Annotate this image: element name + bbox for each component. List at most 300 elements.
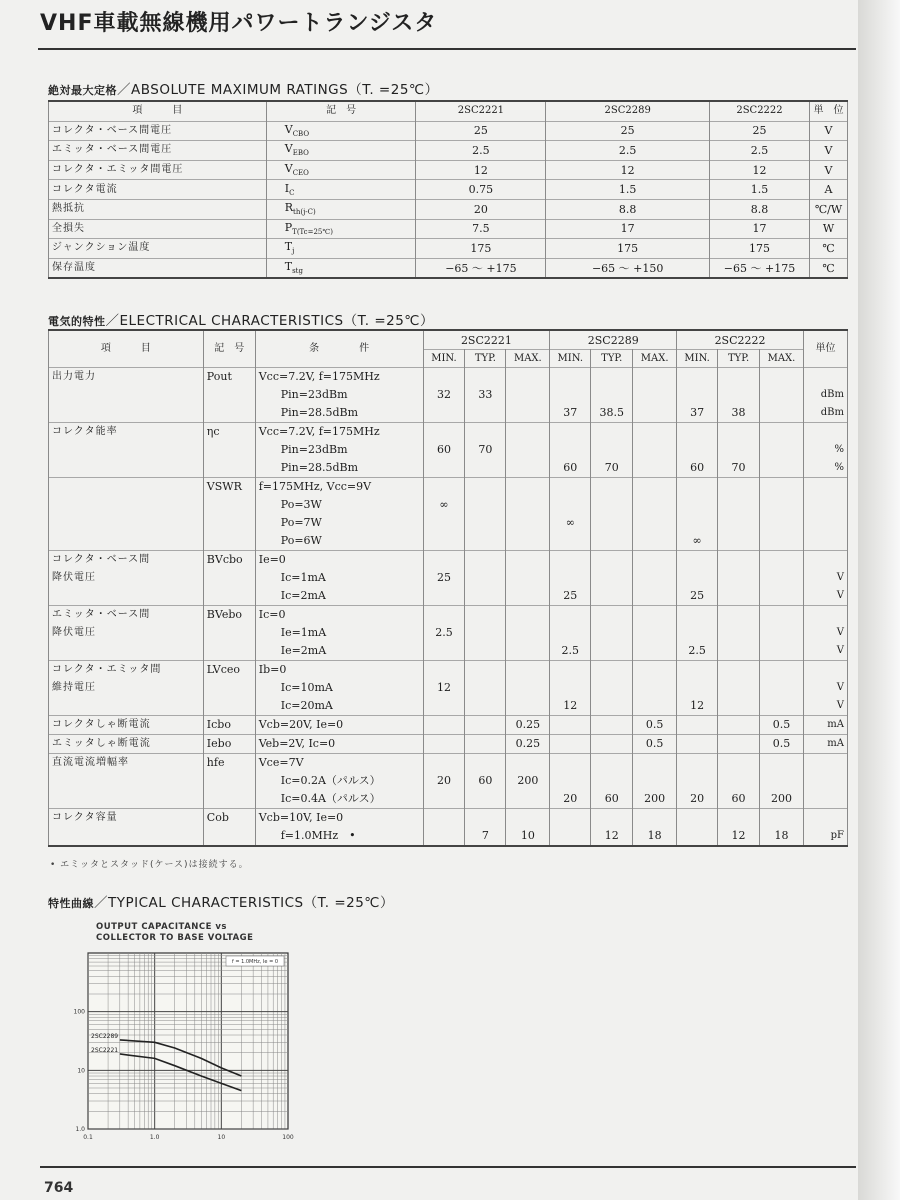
amr-title-en: ／ABSOLUTE MAXIMUM RATINGS（T. =25℃）	[117, 82, 439, 98]
elec-item	[49, 809, 204, 847]
elec-value	[550, 754, 591, 809]
elec-value-line	[680, 569, 714, 587]
elec-head-max: MAX.	[633, 350, 677, 368]
elec-value	[718, 423, 760, 478]
elec-value	[718, 368, 760, 423]
elec-value	[550, 735, 591, 754]
amr-head-unit: 単 位	[809, 101, 847, 121]
elec-value-line: 0.5	[645, 737, 664, 750]
elec-value-line	[553, 827, 587, 845]
elec-unit-line	[807, 772, 844, 790]
elec-value-line	[721, 532, 756, 550]
elec-value-line	[763, 404, 800, 422]
elec-item-line: コレクタ・ベース間	[52, 554, 151, 565]
elec-value-line: 7	[481, 829, 489, 842]
elec-value-line	[636, 624, 673, 642]
elec-value-line	[594, 441, 629, 459]
elec-value	[718, 716, 760, 735]
elec-value-line	[594, 624, 629, 642]
elec-value-line	[721, 551, 756, 569]
chart-grid	[88, 953, 288, 1129]
elec-value-line	[509, 478, 546, 496]
elec-condition-line: Po=3W	[280, 498, 322, 511]
amr-head-2sc2222: 2SC2222	[710, 101, 810, 121]
elec-value-line	[721, 386, 756, 404]
elec-value-line	[427, 606, 462, 624]
elec-value-line	[509, 679, 546, 697]
elec-value-line	[594, 772, 629, 790]
elec-value-line: 200	[644, 792, 666, 805]
elec-value	[506, 661, 550, 716]
elec-symbol	[203, 754, 255, 809]
amr-symbol-sub: th(j-C)	[293, 208, 316, 217]
elec-condition-line: Vcc=7.2V, f=175MHz	[258, 425, 380, 438]
elec-row	[49, 661, 848, 716]
elec-value-line	[680, 386, 714, 404]
elec-unit	[803, 754, 847, 809]
elec-value-line	[721, 697, 756, 715]
elec-symbol-text: hfe	[206, 756, 225, 769]
elec-value-line	[763, 661, 800, 679]
elec-value-line	[594, 532, 629, 550]
elec-value	[760, 716, 804, 735]
elec-symbol-text: BVebo	[206, 608, 242, 621]
elec-value-line	[427, 587, 462, 605]
elec-value-line: 70	[604, 461, 619, 474]
elec-item	[49, 716, 204, 735]
amr-head-2sc2221: 2SC2221	[416, 101, 546, 121]
elec-value-line: 25	[563, 589, 578, 602]
elec-value-line	[636, 809, 673, 827]
elec-value-line	[680, 716, 714, 734]
elec-value	[506, 735, 550, 754]
elec-value-line	[763, 386, 800, 404]
elec-unit-line	[807, 514, 844, 532]
elec-value	[506, 606, 550, 661]
elec-value	[677, 809, 718, 847]
elec-value-line	[468, 735, 502, 753]
elec-value	[423, 754, 465, 809]
elec-item-line: コレクタしゃ断電流	[52, 719, 151, 730]
elec-value-line: 60	[604, 792, 619, 805]
elec-header-row-1	[49, 330, 848, 350]
amr-item: ジャンクション温度	[49, 239, 267, 259]
elec-value-line	[468, 514, 502, 532]
amr-symbol-main: V	[284, 161, 293, 175]
elec-value-line: 70	[731, 461, 746, 474]
elec-value-line	[763, 496, 800, 514]
elec-unit-line	[807, 496, 844, 514]
amr-value: −65 〜 +175	[710, 258, 810, 278]
elec-value-line	[636, 772, 673, 790]
elec-value-line	[468, 569, 502, 587]
elec-item	[49, 661, 204, 716]
elec-value-line: 0.5	[772, 718, 791, 731]
elec-value-line	[427, 459, 462, 477]
elec-value	[677, 368, 718, 423]
amr-value: 2.5	[710, 141, 810, 161]
elec-value-line: ∞	[565, 516, 575, 529]
elec-value-line	[763, 624, 800, 642]
elec-value	[677, 423, 718, 478]
amr-value: 175	[546, 239, 710, 259]
elec-value-line	[553, 754, 587, 772]
elec-value	[718, 754, 760, 809]
amr-row	[49, 258, 848, 278]
amr-unit: V	[809, 121, 847, 141]
amr-row	[49, 199, 848, 219]
elec-condition-line: Ic=0.2A（パルス）	[280, 774, 381, 787]
elec-value	[506, 368, 550, 423]
elec-value-line	[594, 587, 629, 605]
elec-value	[550, 661, 591, 716]
elec-value-line	[594, 754, 629, 772]
elec-symbol	[203, 423, 255, 478]
amr-value: 12	[416, 160, 546, 180]
elec-value-line	[509, 532, 546, 550]
amr-symbol-sub: j	[292, 247, 295, 256]
elec-value-line	[763, 441, 800, 459]
elec-value-line	[763, 679, 800, 697]
elec-unit-line	[807, 754, 844, 772]
elec-value-line	[721, 368, 756, 386]
elec-value-line	[721, 514, 756, 532]
elec-value	[677, 606, 718, 661]
elec-value	[591, 754, 633, 809]
elec-value-line	[680, 496, 714, 514]
elec-value-line	[553, 809, 587, 827]
elec-value-line	[594, 496, 629, 514]
elec-unit-line: %	[834, 444, 844, 455]
elec-value-line	[427, 809, 462, 827]
elec-item-line	[52, 478, 200, 496]
elec-value-line: 60	[563, 461, 578, 474]
elec-value-line	[468, 587, 502, 605]
amr-symbol-sub: T(Tc=25℃)	[292, 227, 333, 236]
elec-value	[760, 606, 804, 661]
elec-unit	[803, 368, 847, 423]
elec-value-line	[721, 642, 756, 660]
elec-value-line	[680, 514, 714, 532]
amr-row	[49, 239, 848, 259]
elec-value-line: 60	[731, 792, 746, 805]
elec-value-line	[468, 754, 502, 772]
elec-item	[49, 735, 204, 754]
amr-symbol-sub: CEO	[292, 169, 309, 178]
amr-value: 2.5	[416, 141, 546, 161]
plot-frame	[88, 953, 288, 1129]
elec-value-line	[594, 386, 629, 404]
elec-value-line	[553, 386, 587, 404]
elec-row	[49, 606, 848, 661]
capacitance-chart	[48, 945, 308, 1165]
elec-unit-line: dBm	[820, 389, 844, 400]
page-edge-shadow	[858, 0, 900, 1200]
x-tick-label: 0.1	[83, 1134, 93, 1141]
elec-value-line	[468, 624, 502, 642]
elec-unit-line	[807, 809, 844, 827]
title-rule	[38, 48, 856, 50]
elec-unit	[803, 423, 847, 478]
elec-value	[591, 423, 633, 478]
elec-unit-line	[807, 478, 844, 496]
amr-item: 保存温度	[49, 258, 267, 278]
elec-value-line	[509, 459, 546, 477]
amr-row	[49, 121, 848, 141]
elec-item-line: エミッタ・ベース間	[52, 609, 151, 620]
elec-unit	[803, 716, 847, 735]
amr-row	[49, 141, 848, 161]
elec-value	[550, 423, 591, 478]
y-tick-label: 1.0	[75, 1126, 85, 1133]
elec-value-line	[468, 697, 502, 715]
elec-value	[760, 661, 804, 716]
elec-value	[423, 478, 465, 551]
elec-symbol	[203, 716, 255, 735]
elec-value-line	[509, 790, 546, 808]
elec-condition-line: f=1.0MHz •	[280, 829, 356, 842]
elec-value-line	[427, 642, 462, 660]
elec-value	[718, 606, 760, 661]
chart-title-line-1: OUTPUT CAPACITANCE vs	[96, 922, 227, 932]
elec-unit-line: mA	[827, 738, 844, 749]
elec-value	[591, 606, 633, 661]
elec-value-line	[636, 532, 673, 550]
elec-value-line	[553, 551, 587, 569]
elec-value-line	[509, 697, 546, 715]
elec-value-line: 12	[563, 699, 578, 712]
elec-condition-line: Ic=2mA	[280, 589, 326, 602]
elec-value-line	[763, 459, 800, 477]
elec-value-line	[721, 478, 756, 496]
elec-value-line	[468, 642, 502, 660]
elec-value-line	[427, 478, 462, 496]
elec-condition-line: Ie=1mA	[280, 626, 327, 639]
elec-value-line	[636, 441, 673, 459]
elec-symbol-text: BVcbo	[206, 553, 243, 566]
elec-value-line	[553, 735, 587, 753]
elec-unit-line	[807, 532, 844, 550]
elec-value-line	[468, 809, 502, 827]
elec-value	[677, 661, 718, 716]
elec-unit-line: V	[836, 590, 844, 601]
elec-value-line: 2.5	[561, 644, 580, 657]
elec-symbol	[203, 478, 255, 551]
elec-value-line	[721, 606, 756, 624]
elec-condition	[255, 423, 423, 478]
amr-symbol	[266, 160, 416, 180]
elec-value-line	[636, 551, 673, 569]
amr-symbol	[266, 239, 416, 259]
amr-symbol-main: V	[284, 122, 293, 136]
elec-symbol-text: LVceo	[206, 663, 241, 676]
bottom-rule	[40, 1166, 856, 1168]
elec-value-line	[636, 496, 673, 514]
elec-value	[423, 606, 465, 661]
elec-unit-line: %	[834, 462, 844, 473]
elec-value	[591, 735, 633, 754]
elec-value-line	[763, 551, 800, 569]
amr-symbol	[266, 219, 416, 239]
amr-value: 25	[416, 121, 546, 141]
elec-value-line	[509, 423, 546, 441]
elec-value	[591, 368, 633, 423]
elec-item-line: コレクタ能率	[52, 426, 118, 437]
elec-symbol	[203, 368, 255, 423]
elec-item-line: 維持電圧	[52, 682, 96, 693]
elec-value	[718, 551, 760, 606]
elec-condition	[255, 735, 423, 754]
elec-unit-line: dBm	[820, 407, 844, 418]
elec-value-line: 0.5	[645, 718, 664, 731]
elec-row	[49, 716, 848, 735]
elec-item-line: 直流電流増幅率	[52, 757, 129, 768]
elec-value-line	[594, 569, 629, 587]
elec-head-max: MAX.	[760, 350, 804, 368]
elec-condition-line: Pin=28.5dBm	[280, 406, 359, 419]
elec-value-line	[721, 679, 756, 697]
elec-value-line	[553, 368, 587, 386]
elec-value-line	[636, 404, 673, 422]
elec-symbol	[203, 661, 255, 716]
elec-item-line: エミッタしゃ断電流	[52, 738, 151, 749]
elec-value-line	[680, 809, 714, 827]
elec-value-line	[721, 661, 756, 679]
elec-value-line	[763, 772, 800, 790]
elec-value-line	[721, 809, 756, 827]
elec-symbol-text: Pout	[206, 370, 232, 383]
elec-value-line	[594, 697, 629, 715]
elec-value-line: 0.25	[515, 737, 541, 750]
elec-condition-line: Ie=2mA	[280, 644, 327, 657]
elec-value	[760, 423, 804, 478]
elec-value	[633, 423, 677, 478]
footnote: • エミッタとスタッド(ケース)は接続する。	[50, 860, 249, 870]
series-label: 2SC2221	[91, 1046, 119, 1054]
elec-value-line	[427, 790, 462, 808]
elec-value-line	[594, 716, 629, 734]
elec-value-line	[763, 642, 800, 660]
elec-condition-line: Ic=10mA	[280, 681, 333, 694]
amr-symbol-main: P	[284, 220, 293, 234]
elec-value-line	[636, 514, 673, 532]
elec-value-line	[763, 606, 800, 624]
elec-item-line: 出力電力	[52, 371, 96, 382]
elec-condition-line: Ic=20mA	[280, 699, 333, 712]
elec-value	[633, 478, 677, 551]
elec-condition-line: Pin=23dBm	[280, 443, 348, 456]
elec-value	[465, 809, 506, 847]
elec-value-line	[680, 478, 714, 496]
elec-value-line	[594, 423, 629, 441]
elec-value-line: 2.5	[688, 644, 706, 657]
elec-value-line	[721, 716, 756, 734]
elec-value-line: 25	[436, 571, 451, 584]
elec-value-line	[680, 735, 714, 753]
elec-value-line	[553, 716, 587, 734]
typical-section-title	[48, 891, 394, 911]
elec-value-line	[553, 624, 587, 642]
elec-value-line: 60	[690, 461, 705, 474]
amr-value: 12	[710, 160, 810, 180]
elec-value-line	[553, 478, 587, 496]
elec-value-line: 18	[647, 829, 662, 842]
elec-condition	[255, 809, 423, 847]
amr-value: 17	[710, 219, 810, 239]
elec-value-line: 0.25	[515, 718, 541, 731]
amr-value: 0.75	[416, 180, 546, 200]
elec-value	[633, 661, 677, 716]
elec-value	[506, 754, 550, 809]
elec-value-line: 12	[604, 829, 619, 842]
elec-value	[465, 754, 506, 809]
amr-symbol	[266, 258, 416, 278]
amr-head-symbol: 記 号	[266, 101, 416, 121]
typical-title-jp: 特性曲線	[48, 897, 94, 910]
elec-value	[591, 661, 633, 716]
elec-value-line	[594, 368, 629, 386]
elec-value	[423, 423, 465, 478]
page-title: VHF車載無線機用パワートランジスタ	[40, 11, 438, 36]
elec-value-line	[468, 679, 502, 697]
amr-symbol	[266, 180, 416, 200]
elec-value-line	[553, 772, 587, 790]
elec-value-line: 70	[478, 443, 493, 456]
x-tick-label: 100	[282, 1134, 294, 1141]
elec-value	[506, 809, 550, 847]
elec-unit-line	[807, 790, 844, 808]
elec-item	[49, 423, 204, 478]
elec-value	[633, 735, 677, 754]
elec-value	[633, 716, 677, 735]
amr-header-row	[49, 101, 848, 121]
elec-value	[465, 606, 506, 661]
elec-value	[465, 551, 506, 606]
amr-symbol-sub: C	[289, 188, 295, 197]
elec-value	[465, 716, 506, 735]
amr-title-jp: 絶対最大定格	[48, 84, 117, 97]
elec-value-line	[721, 441, 756, 459]
elec-value	[677, 735, 718, 754]
amr-unit: ℃/W	[809, 199, 847, 219]
elec-head-unit: 単位	[803, 330, 847, 368]
elec-condition-line: Pin=23dBm	[280, 388, 348, 401]
elec-value	[633, 606, 677, 661]
elec-value-line: 32	[436, 388, 451, 401]
elec-item	[49, 551, 204, 606]
elec-value-line	[680, 772, 714, 790]
elec-value-line	[509, 642, 546, 660]
elec-value-line	[427, 404, 462, 422]
elec-value-line: 37	[690, 406, 705, 419]
elec-condition	[255, 754, 423, 809]
elec-row	[49, 809, 848, 847]
amr-item: エミッタ・ベース間電圧	[49, 141, 267, 161]
amr-value: 2.5	[546, 141, 710, 161]
elec-value-line	[468, 661, 502, 679]
elec-condition-line: Ic=0.4A（パルス）	[280, 792, 381, 805]
elec-value	[760, 809, 804, 847]
elec-value-line: 25	[690, 589, 705, 602]
elec-value-line	[721, 754, 756, 772]
elec-condition-line: Vcb=20V, Ie=0	[258, 718, 344, 731]
amr-value: 25	[710, 121, 810, 141]
elec-value-line	[427, 827, 462, 845]
elec-value-line	[636, 754, 673, 772]
elec-condition	[255, 478, 423, 551]
elec-value	[677, 478, 718, 551]
elec-value	[677, 551, 718, 606]
